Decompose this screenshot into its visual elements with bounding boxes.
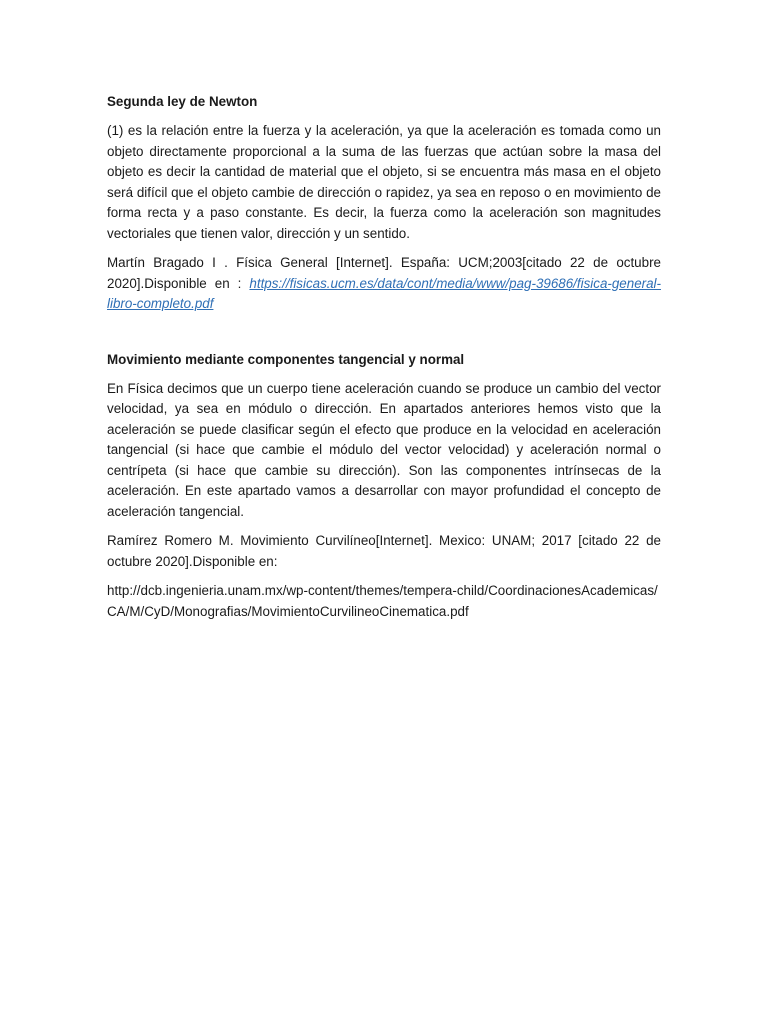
section-spacer (107, 324, 661, 350)
citation-bragado (107, 253, 661, 315)
paragraph-newton: (1) es la relación entre la fuerza y la aceleración, ya que la aceleración es tomada como un objeto directamente proporcional a la suma de las fuerzas que actúan sobre la masa del objeto es decir la cantidad de material que el objeto, si se encuentra más masa en el objeto será difícil que el objeto cambie de dirección o rapidez, ya sea en reposo o en movimiento de forma recta y a paso constante. Es decir, la fuerza como la aceleración son magnitudes vectoriales que tienen valor, dirección y un sentido. (107, 123, 661, 241)
citation-ramirez: Ramírez Romero M. Movimiento Curvilíneo[Internet]. Mexico: UNAM; 2017 [citado 22 de octubre 2020].Disponible en: (107, 533, 661, 569)
citation-bragado-text: Martín Bragado I . Física General [Internet]. España: UCM;2003[citado 22 de octubre 2020].Disponible en : (107, 255, 661, 291)
document-body (107, 92, 661, 631)
paragraph-movimiento: En Física decimos que un cuerpo tiene aceleración cuando se produce un cambio del vector velocidad, ya sea en módulo o dirección. En apartados anteriores hemos visto que la aceleración se puede clasificar según el efecto que produce en la velocidad en aceleración tangencial (si hace que cambie el módulo del vector velocidad) y aceleración normal o centrípeta (si hace que cambie su dirección). Son las componentes intrínsecas de la aceleración. En este apartado vamos a desarrollar con mayor profundidad el concepto de aceleración tangencial. (107, 380, 661, 519)
citation-ramirez-url: http://dcb.ingenieria.unam.mx/wp-content/themes/tempera-child/CoordinacionesAcademicas/CA/M/CyD/Monografias/MovimientoCurvilineoCinematica.pdf (107, 583, 658, 619)
section-heading-newton: Segunda ley de Newton (107, 94, 258, 109)
citation-bragado-link[interactable]: https://fisicas.ucm.es/data/cont/media/www/pag-39686/fisica-general-libro-completo.pdf (107, 275, 661, 311)
section-heading-movimiento: Movimiento mediante componentes tangencial y normal (107, 351, 465, 367)
